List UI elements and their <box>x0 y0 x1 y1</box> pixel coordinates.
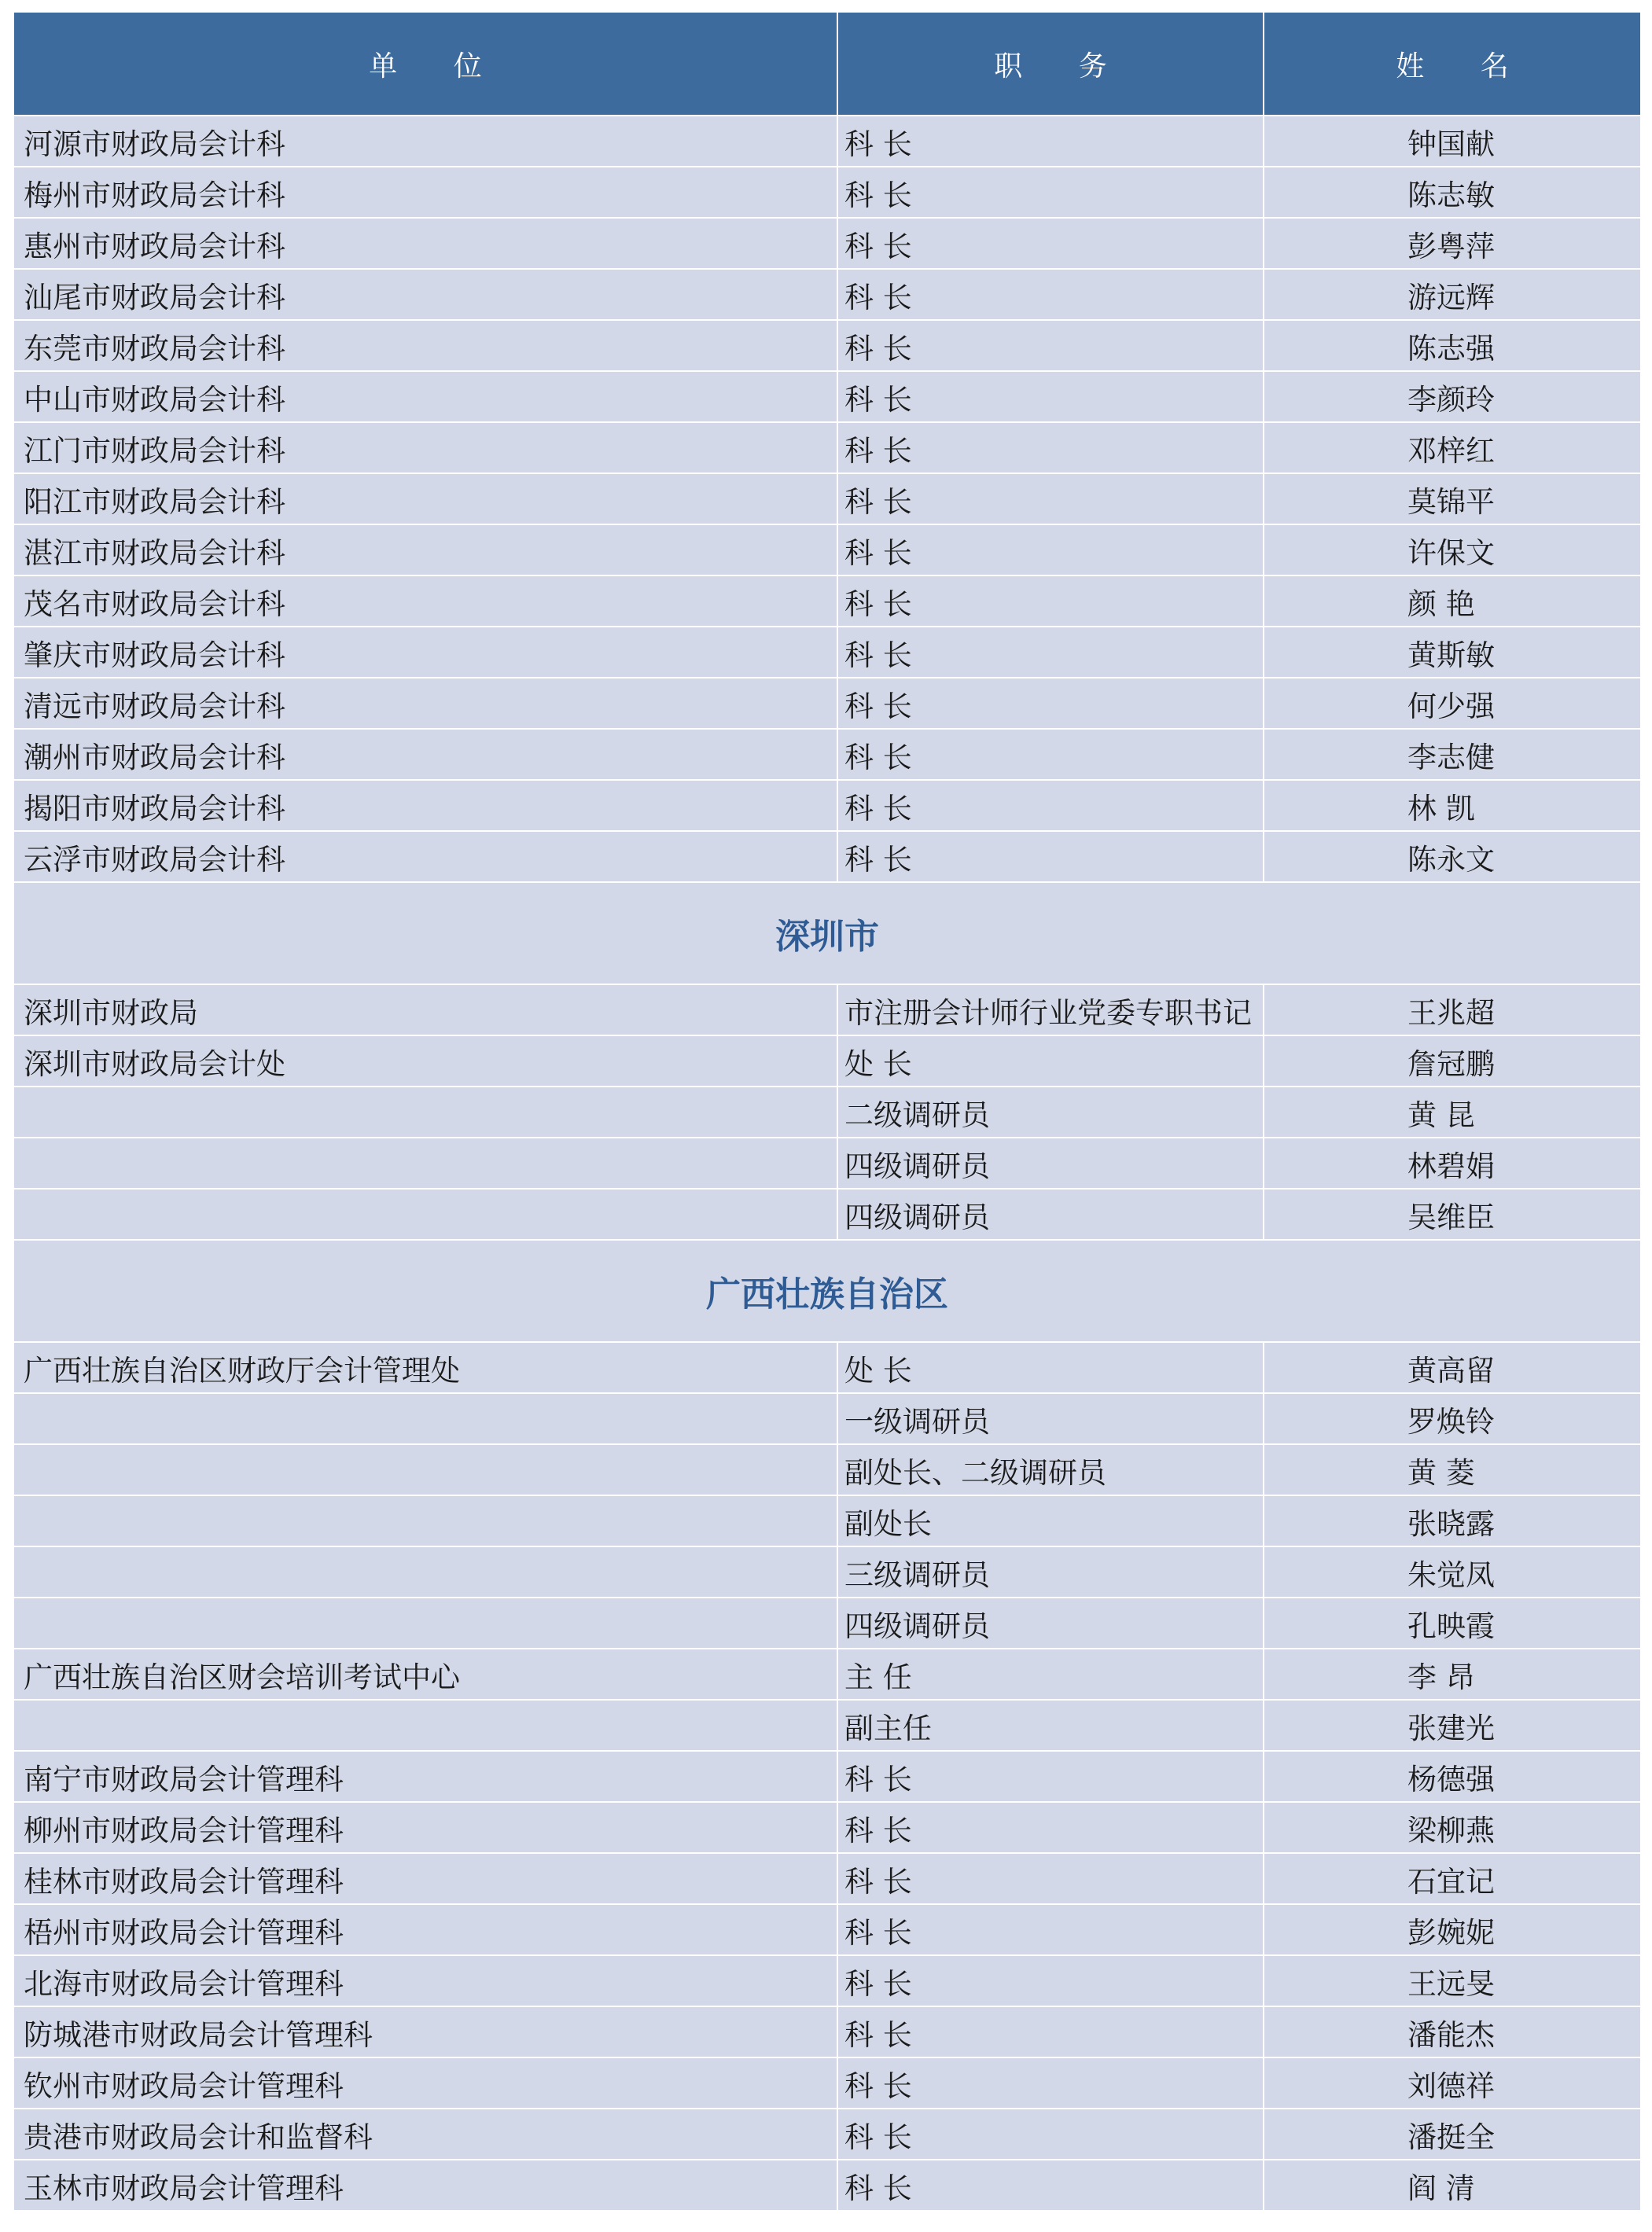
unit-cell: 广西壮族自治区财会培训考试中心 <box>14 1649 838 1699</box>
unit-cell: 南宁市财政局会计管理科 <box>14 1752 838 1801</box>
name-cell: 钟国献 <box>1407 127 1495 161</box>
name-cell: 阎 清 <box>1407 2171 1475 2205</box>
position-cell: 科 长 <box>838 321 1264 370</box>
position-cell: 科 长 <box>838 423 1264 473</box>
name-cell: 陈永文 <box>1407 842 1495 877</box>
unit-cell <box>14 1445 838 1495</box>
position-cell: 科 长 <box>838 1905 1264 1954</box>
position-cell: 一级调研员 <box>838 1394 1264 1443</box>
position-cell: 科 长 <box>838 2160 1264 2210</box>
position-cell: 科 长 <box>838 116 1264 166</box>
table-row <box>14 2159 1640 2210</box>
table-row <box>14 1188 1640 1239</box>
table-row <box>14 575 1640 626</box>
position-cell: 科 长 <box>838 1752 1264 1801</box>
position-cell: 科 长 <box>838 2007 1264 2057</box>
table-row <box>14 728 1640 779</box>
table-row <box>14 830 1640 881</box>
unit-cell <box>14 1190 838 1239</box>
position-cell: 科 长 <box>838 627 1264 677</box>
name-cell: 李志健 <box>1407 740 1495 774</box>
unit-cell: 湛江市财政局会计科 <box>14 525 838 575</box>
header-name: 姓 名 <box>1396 50 1532 83</box>
position-cell: 科 长 <box>838 678 1264 728</box>
position-cell: 科 长 <box>838 474 1264 524</box>
table-row <box>14 2057 1640 2108</box>
table-row <box>14 984 1640 1035</box>
unit-cell: 云浮市财政局会计科 <box>14 832 838 881</box>
name-cell: 吴维臣 <box>1407 1200 1495 1234</box>
name-cell: 彭粤萍 <box>1407 229 1495 263</box>
name-cell: 李 昂 <box>1407 1660 1475 1694</box>
position-cell: 科 长 <box>838 2109 1264 2159</box>
position-cell: 主 任 <box>838 1649 1264 1699</box>
table-row <box>14 1546 1640 1597</box>
name-cell: 王远旻 <box>1407 1966 1495 2001</box>
section-title: 深圳市 <box>775 917 879 957</box>
table-row <box>14 1648 1640 1699</box>
unit-cell: 北海市财政局会计管理科 <box>14 1956 838 2006</box>
table-row <box>14 1443 1640 1495</box>
position-cell: 处 长 <box>838 1036 1264 1086</box>
unit-cell: 揭阳市财政局会计科 <box>14 781 838 830</box>
name-cell: 颜 艳 <box>1407 586 1475 621</box>
unit-cell: 汕尾市财政局会计科 <box>14 270 838 319</box>
name-cell: 陈志强 <box>1407 331 1495 366</box>
unit-cell: 玉林市财政局会计管理科 <box>14 2160 838 2210</box>
unit-cell: 钦州市财政局会计管理科 <box>14 2058 838 2108</box>
position-cell: 科 长 <box>838 1956 1264 2006</box>
table-row <box>14 370 1640 421</box>
position-cell: 市注册会计师行业党委专职书记 <box>838 985 1264 1035</box>
table-row <box>14 268 1640 319</box>
name-cell: 孔映霞 <box>1407 1609 1495 1643</box>
unit-cell <box>14 1087 838 1137</box>
name-cell: 陈志敏 <box>1407 178 1495 212</box>
table-row <box>14 1597 1640 1648</box>
table-row <box>14 166 1640 217</box>
header-position: 职 务 <box>838 13 1264 115</box>
name-cell: 邓梓红 <box>1407 433 1495 468</box>
name-cell: 莫锦平 <box>1407 484 1495 519</box>
position-cell: 四级调研员 <box>838 1190 1264 1239</box>
name-cell: 黄高留 <box>1407 1353 1495 1388</box>
unit-cell <box>14 1138 838 1188</box>
position-cell: 科 长 <box>838 576 1264 626</box>
unit-cell: 贵港市财政局会计和监督科 <box>14 2109 838 2159</box>
table-row <box>14 1903 1640 1954</box>
header-unit: 单 位 <box>14 13 838 115</box>
position-cell: 科 长 <box>838 1854 1264 1903</box>
unit-cell <box>14 1598 838 1648</box>
unit-cell: 桂林市财政局会计管理科 <box>14 1854 838 1903</box>
unit-cell: 潮州市财政局会计科 <box>14 730 838 779</box>
unit-cell: 深圳市财政局会计处 <box>14 1036 838 1086</box>
name-cell: 黄斯敏 <box>1407 638 1495 672</box>
table-row <box>14 626 1640 677</box>
table-row <box>14 677 1640 728</box>
unit-cell: 防城港市财政局会计管理科 <box>14 2007 838 2057</box>
table-row <box>14 1750 1640 1801</box>
name-cell: 何少强 <box>1407 689 1495 723</box>
position-cell: 副处长、二级调研员 <box>838 1445 1264 1495</box>
position-cell: 二级调研员 <box>838 1087 1264 1137</box>
name-cell: 梁柳燕 <box>1407 1813 1495 1848</box>
table-row <box>14 1035 1640 1086</box>
name-cell: 黄 昆 <box>1407 1098 1475 1132</box>
table-row <box>14 2006 1640 2057</box>
position-cell: 科 长 <box>838 219 1264 268</box>
name-cell: 詹冠鹏 <box>1407 1046 1495 1081</box>
position-cell: 科 长 <box>838 832 1264 881</box>
unit-cell: 肇庆市财政局会计科 <box>14 627 838 677</box>
unit-cell <box>14 1496 838 1546</box>
name-cell: 朱觉凤 <box>1407 1557 1495 1592</box>
position-cell: 处 长 <box>838 1343 1264 1392</box>
unit-cell: 东莞市财政局会计科 <box>14 321 838 370</box>
table-row <box>14 1392 1640 1443</box>
table-row <box>14 524 1640 575</box>
position-cell: 副处长 <box>838 1496 1264 1546</box>
unit-cell <box>14 1394 838 1443</box>
name-cell: 许保文 <box>1407 535 1495 570</box>
table-row <box>14 1086 1640 1137</box>
position-cell: 科 长 <box>838 781 1264 830</box>
unit-cell: 河源市财政局会计科 <box>14 116 838 166</box>
table-row <box>14 779 1640 830</box>
unit-cell <box>14 1701 838 1750</box>
unit-cell: 阳江市财政局会计科 <box>14 474 838 524</box>
section-heading <box>14 881 1640 984</box>
name-cell: 刘德祥 <box>1407 2068 1495 2103</box>
table-row <box>14 1852 1640 1903</box>
table-row <box>14 473 1640 524</box>
position-cell: 四级调研员 <box>838 1138 1264 1188</box>
name-cell: 王兆超 <box>1407 995 1495 1030</box>
table-body <box>14 115 1640 2210</box>
name-cell: 潘挺全 <box>1407 2120 1495 2154</box>
name-cell: 游远辉 <box>1407 280 1495 314</box>
position-cell: 科 长 <box>838 372 1264 421</box>
position-cell: 三级调研员 <box>838 1547 1264 1597</box>
name-cell: 张建光 <box>1407 1711 1495 1745</box>
table-row <box>14 421 1640 473</box>
table-row <box>14 1341 1640 1392</box>
name-cell: 李颜玲 <box>1407 382 1495 417</box>
unit-cell: 清远市财政局会计科 <box>14 678 838 728</box>
unit-cell: 柳州市财政局会计管理科 <box>14 1803 838 1852</box>
position-cell: 副主任 <box>838 1701 1264 1750</box>
name-cell: 林碧娟 <box>1407 1149 1495 1183</box>
unit-cell: 广西壮族自治区财政厅会计管理处 <box>14 1343 838 1392</box>
position-cell: 四级调研员 <box>838 1598 1264 1648</box>
name-cell: 罗焕铃 <box>1407 1404 1495 1439</box>
unit-cell: 江门市财政局会计科 <box>14 423 838 473</box>
unit-cell: 中山市财政局会计科 <box>14 372 838 421</box>
name-cell: 潘能杰 <box>1407 2017 1495 2052</box>
table-row <box>14 1495 1640 1546</box>
table-row <box>14 217 1640 268</box>
table-row <box>14 1137 1640 1188</box>
table-row <box>14 1801 1640 1852</box>
unit-cell: 惠州市财政局会计科 <box>14 219 838 268</box>
unit-cell: 茂名市财政局会计科 <box>14 576 838 626</box>
position-cell: 科 长 <box>838 1803 1264 1852</box>
unit-cell: 梧州市财政局会计管理科 <box>14 1905 838 1954</box>
table-row <box>14 1699 1640 1750</box>
position-cell: 科 长 <box>838 2058 1264 2108</box>
table-header <box>14 13 1640 115</box>
name-cell: 张晓露 <box>1407 1506 1495 1541</box>
name-cell: 杨德强 <box>1407 1762 1495 1796</box>
table-row <box>14 319 1640 370</box>
name-cell: 林 凯 <box>1407 791 1475 826</box>
unit-cell: 深圳市财政局 <box>14 985 838 1035</box>
position-cell: 科 长 <box>838 167 1264 217</box>
unit-cell: 梅州市财政局会计科 <box>14 167 838 217</box>
table-row <box>14 2108 1640 2159</box>
table-row <box>14 115 1640 166</box>
unit-cell <box>14 1547 838 1597</box>
position-cell: 科 长 <box>838 730 1264 779</box>
personnel-table <box>14 13 1640 2210</box>
name-cell: 石宜记 <box>1407 1864 1495 1899</box>
table-row <box>14 1954 1640 2006</box>
section-title: 广西壮族自治区 <box>706 1274 948 1315</box>
name-cell: 彭婉妮 <box>1407 1915 1495 1950</box>
position-cell: 科 长 <box>838 270 1264 319</box>
section-heading <box>14 1239 1640 1341</box>
position-cell: 科 长 <box>838 525 1264 575</box>
name-cell: 黄 菱 <box>1407 1455 1475 1490</box>
